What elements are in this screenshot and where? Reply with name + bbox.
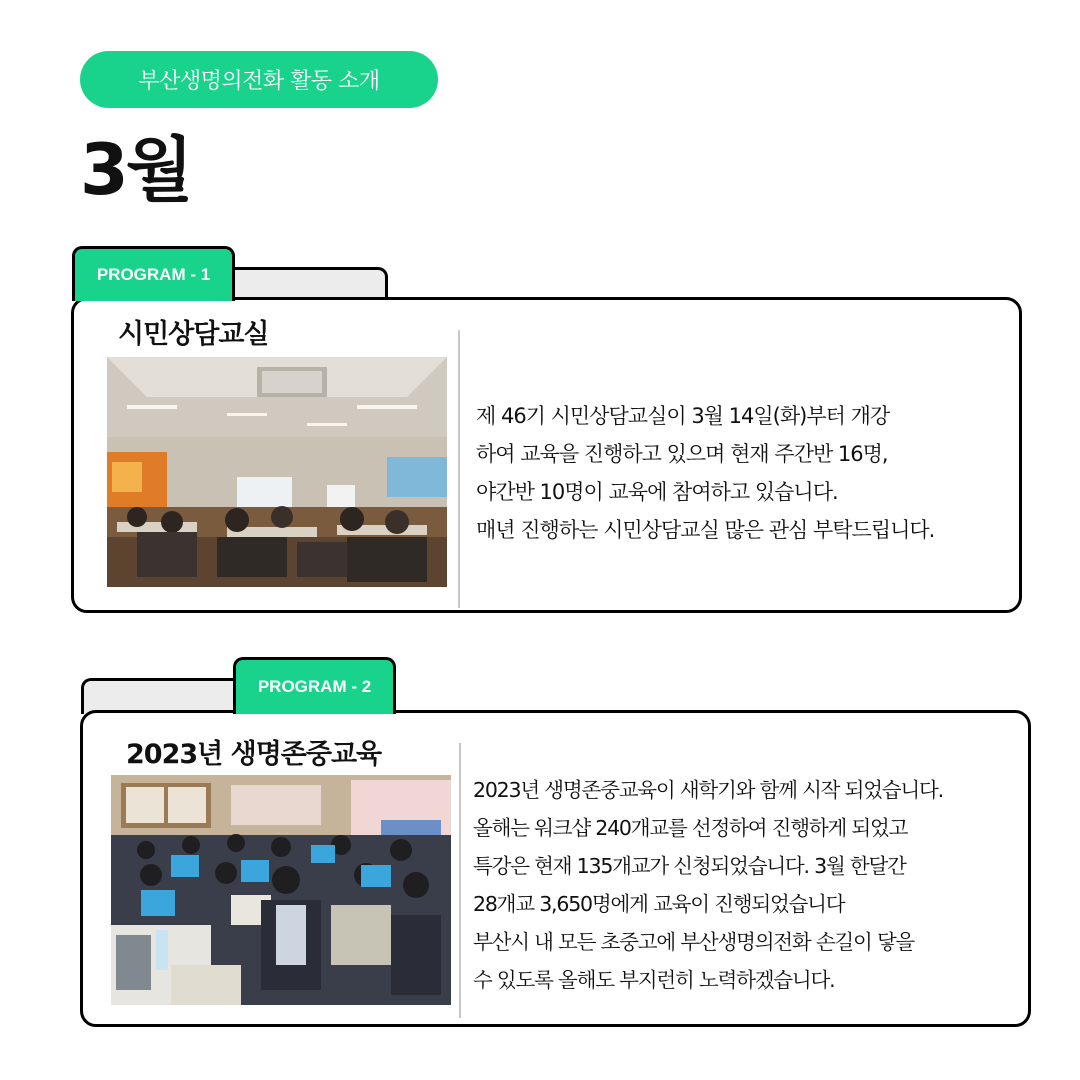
tab-inactive bbox=[220, 267, 388, 301]
tab-program-2: PROGRAM - 2 bbox=[233, 657, 396, 714]
description-line: 2023년 생명존중교육이 새학기와 함께 시작 되었습니다. bbox=[473, 778, 943, 802]
description-line: 특강은 현재 135개교가 신청되었습니다. 3월 한달간 bbox=[473, 854, 906, 878]
description-line: 부산시 내 모든 초중고에 부산생명의전화 손길이 닿을 bbox=[473, 930, 915, 954]
divider bbox=[458, 330, 460, 608]
tab-inactive bbox=[81, 678, 251, 714]
classroom-lecture-photo-icon bbox=[107, 357, 447, 587]
tab-program-1: PROGRAM - 1 bbox=[72, 246, 235, 301]
program-2-card bbox=[80, 710, 1031, 1027]
students-classroom-photo-icon bbox=[111, 775, 451, 1005]
description-line: 하여 교육을 진행하고 있으며 현재 주간반 16명, bbox=[476, 442, 888, 466]
program-2-description bbox=[473, 771, 943, 999]
program-1-title: 시민상담교실 bbox=[118, 319, 269, 350]
page-title: 3월 bbox=[80, 129, 191, 211]
program-1-description bbox=[476, 397, 934, 549]
description-line: 올해는 워크샵 240개교를 선정하여 진행하게 되었고 bbox=[473, 816, 908, 840]
description-line: 매년 진행하는 시민상담교실 많은 관심 부탁드립니다. bbox=[476, 518, 935, 542]
description-line: 28개교 3,650명에게 교육이 진행되었습니다 bbox=[473, 892, 845, 916]
program-2-title: 2023년 생명존중교육 bbox=[126, 739, 382, 770]
program-1-photo bbox=[107, 357, 447, 587]
section-badge: 부산생명의전화 활동 소개 bbox=[80, 51, 438, 108]
description-line: 야간반 10명이 교육에 참여하고 있습니다. bbox=[476, 480, 838, 504]
program-1-card bbox=[71, 297, 1022, 613]
description-line: 제 46기 시민상담교실이 3월 14일(화)부터 개강 bbox=[476, 404, 890, 428]
description-line: 수 있도록 올해도 부지런히 노력하겠습니다. bbox=[473, 968, 835, 992]
divider bbox=[459, 743, 461, 1018]
program-2-photo bbox=[111, 775, 451, 1005]
